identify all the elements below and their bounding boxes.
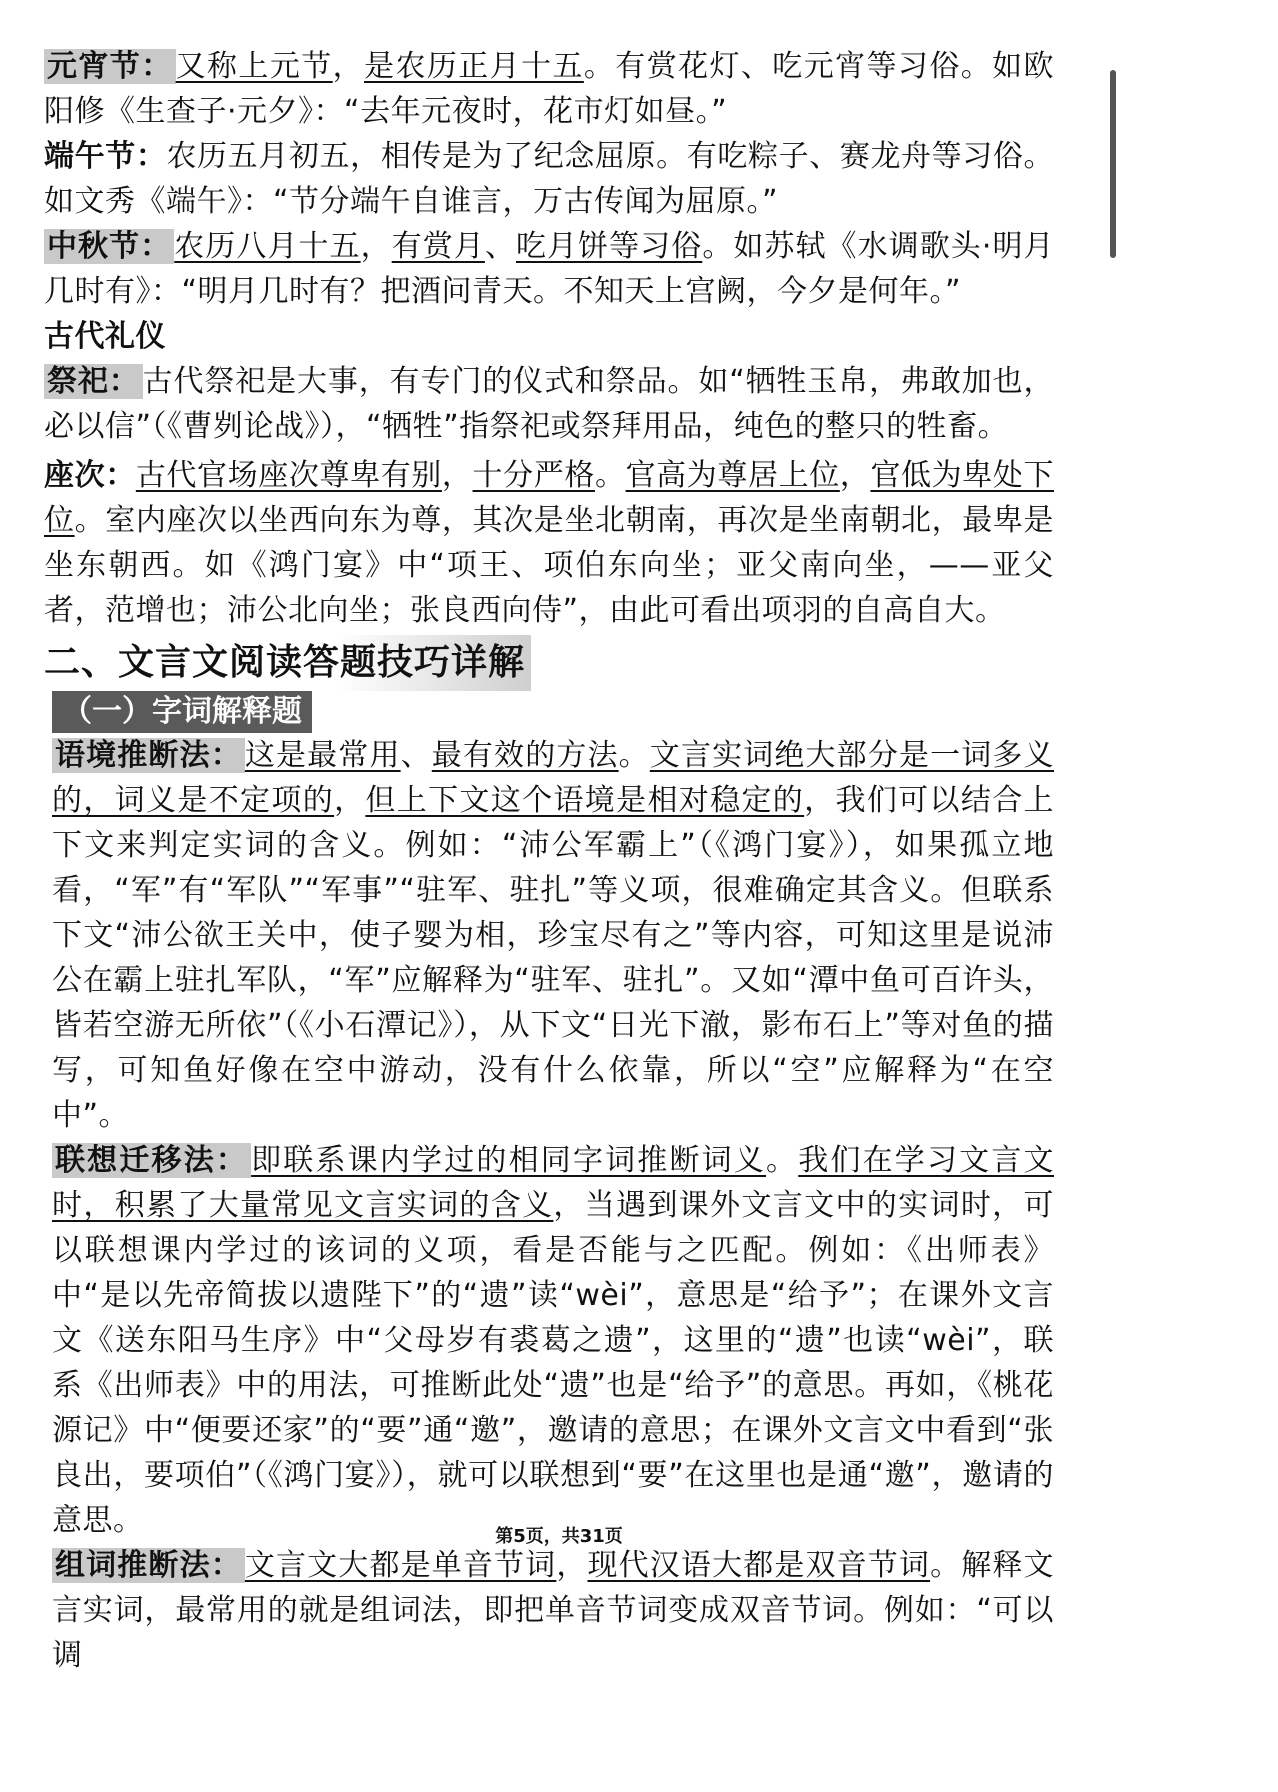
subsection-heading — [44, 691, 1054, 733]
term-label: 元宵节： — [44, 49, 176, 84]
body-text: 。 — [766, 1143, 799, 1178]
body-text: 、 — [484, 229, 516, 264]
scrollbar[interactable] — [1110, 70, 1116, 258]
term-label: 端午节： — [44, 139, 167, 174]
body-text: 古代祭祀是大事，有专门的仪式和祭品。如“牺牲玉帛，弗敢加也，必以信”（《曹刿论战》），“牺牲”指祭祀或祭拜用品，纯色的整只的牲畜。 — [44, 364, 1054, 444]
underlined-text: 十分严格 — [472, 458, 595, 493]
body-text: 、 — [400, 738, 432, 773]
body-text: 。解释文言实词，最常用的就是组词法，即把单音节词变成双音节词。例如：“可以调 — [52, 1548, 1055, 1673]
entry-text — [44, 364, 1054, 444]
heading-ancient-etiquette: 古代礼仪 — [44, 319, 166, 354]
entry-text — [44, 139, 1054, 219]
body-text: ， — [360, 229, 392, 264]
underlined-text: 官低为卑处下位 — [44, 458, 1054, 538]
underlined-text: 现代汉语大都是双音节词 — [587, 1548, 931, 1583]
entry-lianxiang — [44, 1138, 1054, 1543]
entry-text — [52, 738, 1054, 1133]
entry-text — [44, 49, 1054, 129]
body-text: ， — [334, 783, 366, 818]
term-label: 中秋节： — [44, 229, 174, 264]
term-label: 联想迁移法： — [52, 1143, 251, 1178]
underlined-text: 最有效的方法 — [431, 738, 619, 773]
body-text: ， — [332, 49, 365, 84]
entry-duanwu — [44, 134, 1054, 224]
body-text: ， — [839, 458, 871, 493]
underlined-text: 是农历正月十五 — [364, 49, 584, 84]
underlined-text: 即联系课内学过的相同字词推断词义 — [251, 1143, 767, 1178]
entry-zuoci — [44, 453, 1054, 633]
body-text: 。 — [618, 738, 650, 773]
term-label: 语境推断法： — [52, 738, 245, 773]
underlined-text: 但上下文这个语境是相对稳定的 — [365, 783, 805, 818]
entry-text — [52, 1143, 1054, 1538]
entry-jisi — [44, 359, 1054, 449]
body-text: ，我们可以结合上下文来判定实词的含义。例如：“沛公军霸上”（《鸿门宴》），如果孤立地看，“军”有“军队”“军事”“驻军、驻扎”等义项，很难确定其含义。但联系下文“沛公欲王关中，使子婴为相，珍宝尽有之”等内容，可知这里是说沛公在霸上驻扎军队，“军”应解释为“驻军、驻扎”。又如“潭中鱼可百许头，皆若空游无所依”（《小石潭记》），从下文“日光下澈，影布石上”等对鱼的描写，可知鱼好像在空中游动，没有什么依靠，所以“空”应解释为“在空中”。 — [52, 783, 1055, 1133]
term-label: 组词推断法： — [52, 1548, 245, 1583]
underlined-text: 有赏月 — [391, 229, 485, 264]
entry-zuci — [44, 1543, 1054, 1678]
body-text: 。如苏轼《水调歌头·明月几时有》：“明月几时有？把酒问青天。不知天上宫阙，今夕是何年。” — [44, 229, 1055, 309]
body-text: ， — [556, 1548, 588, 1583]
body-text: 。有赏花灯、吃元宵等习俗。如欧阳修《生查子·元夕》：“去年元夜时，花市灯如昼。” — [44, 49, 1055, 129]
body-text: ， — [441, 458, 473, 493]
body-text: 农历五月初五，相传是为了纪念屈原。有吃粽子、赛龙舟等习俗。如文秀《端午》：“节分端午自谁言，万古传闻为屈原。” — [44, 139, 1054, 219]
underlined-text: 这是最常用 — [244, 738, 401, 773]
subsection-title: （一）字词解释题 — [52, 691, 312, 733]
underlined-text: 古代官场座次尊卑有别 — [135, 458, 442, 493]
entry-zhongqiu — [44, 224, 1054, 314]
term-label: 祭祀： — [44, 364, 143, 399]
entry-yujing — [44, 733, 1054, 1138]
term-label: 座次： — [44, 458, 136, 493]
entry-text — [44, 229, 1054, 309]
underlined-text: 农历八月十五 — [174, 229, 361, 264]
body-text: ，当遇到课外文言文中的实词时，可以联想课内学过的该词的义项，看是否能与之匹配。例如：《出师表》中“是以先帝简拔以遗陛下”的“遗”读“wèi”，意思是“给予”；在课外文言文《送东阳马生序》中“父母岁有裘葛之遗”，这里的“遗”也读“wèi”，联系《出师表》中的用法，可推断此处“遗”也是“给予”的意思。再如，《桃花源记》中“便要还家”的“要”通“邀”，邀请的意思；在课外文言文中看到“张良出，要项伯”（《鸿门宴》），就可以联想到“要”在这里也是通“邀”，邀请的意思。 — [52, 1188, 1055, 1538]
page-footer: 第5页，共31页 — [495, 1526, 623, 1547]
entry-text — [44, 458, 1054, 628]
body-text: 。室内座次以坐西向东为尊，其次是坐北朝南，再次是坐南朝北，最卑是坐东朝西。如《鸿门宴》中“项王、项伯东向坐；亚父南向坐，——亚父者，范增也；沛公北向坐；张良西向侍”，由此可看出项羽的自高自大。 — [44, 503, 1054, 628]
section-title: 二、文言文阅读答题技巧详解 — [44, 635, 531, 691]
underlined-text: 我们在学习文言文时，积累了大量常见文言实词的含义 — [52, 1143, 1055, 1223]
underlined-text: 又称上元节 — [175, 49, 333, 84]
section-heading — [44, 635, 1054, 691]
body-text: 。 — [594, 458, 626, 493]
underlined-text: 文言实词绝大部分是一词多义的，词义是不定项的 — [52, 738, 1055, 818]
entry-yuanxiao — [44, 44, 1054, 134]
underlined-text: 官高为尊居上位 — [625, 458, 840, 493]
underlined-text: 吃月饼等习俗 — [515, 229, 703, 264]
document-page — [44, 44, 1054, 1678]
underlined-text: 文言文大都是单音节词 — [244, 1548, 557, 1583]
